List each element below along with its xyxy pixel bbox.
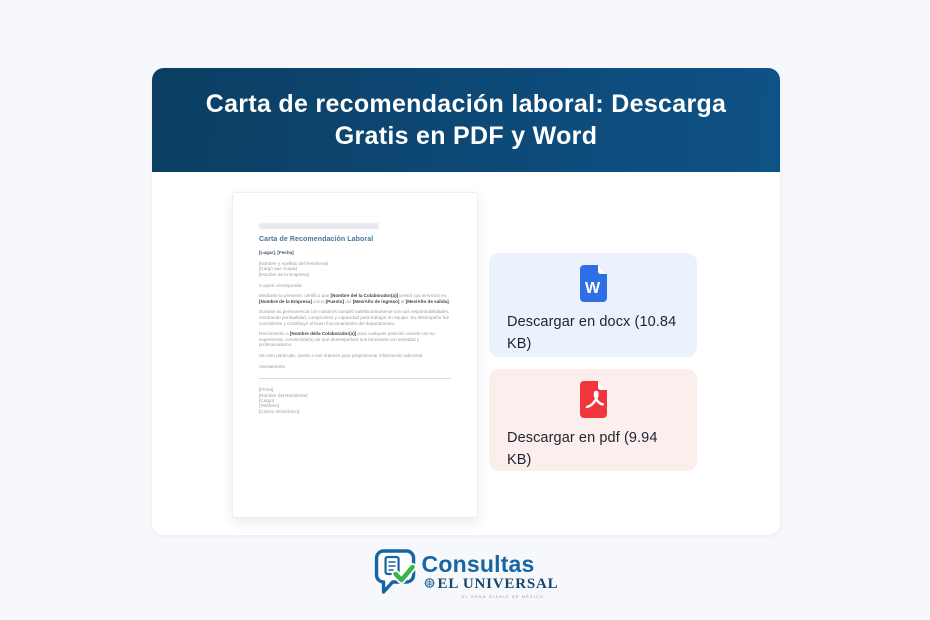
letter-title: Carta de Recomendación Laboral	[259, 236, 374, 243]
letter-body: Mediante la presente, certifico que [Nombre del la Colaborador(a)] prestó sus servicios en [Nombre de la Empresa] como [Puesto] del [Mes/Año de ingreso] al [Mes/Año de salida]. Durante su permanencia con nosotros cumplió satisfactoriamente con sus responsabilidades, mostrando puntualidad, compromiso y capacidad para trabajar en equipo. Su desempeño fue consistente y contribuyó al buen funcionamiento del departamento. Recomiendo a [Nombre del/a Colaborador(a)] para cualquier posición acorde con su experiencia, convencido(a) de que desempeñará sus funciones con seriedad y profesionalismo. Sin otro particular, quedo a sus órdenes para proporcionar información adicional. Atentamente,	[259, 293, 450, 369]
page-title: Carta de recomendación laboral: Descarga Gratis en PDF y Word	[205, 90, 727, 150]
consultas-el-universal-logo	[372, 547, 559, 604]
svg-text:W: W	[584, 280, 600, 297]
publication-tagline: EL GRAN DIARIO DE MÉXICO	[461, 594, 545, 599]
download-docx-card[interactable]	[489, 253, 697, 357]
document-preview	[232, 192, 478, 518]
brand-name: Consultas	[421, 550, 535, 577]
speech-bubble-check-icon	[372, 547, 419, 604]
header-banner	[152, 68, 780, 172]
letter-signature-block: [Firma] [Nombre del Remitente] [Cargo] [Teléfono] [Correo electrónico]	[259, 387, 308, 414]
download-pdf-card[interactable]	[489, 369, 697, 471]
logo-text-block	[421, 550, 559, 599]
download-pdf-label: Descargar en pdf (9.94 KB)	[507, 430, 658, 468]
signature-divider	[259, 378, 451, 379]
el-universal-emblem-icon	[424, 576, 436, 594]
letter-sender-block: [Nombre y Apellido del Remitente] [Cargo que ocupa] [Nombre de la Empresa]	[259, 261, 329, 277]
download-docx-label: Descargar en docx (10.84 KB)	[507, 314, 677, 352]
pdf-file-icon	[489, 369, 697, 418]
publication-name: EL UNIVERSAL	[437, 575, 559, 592]
letter-date-line: [Lugar], [Fecha]	[259, 250, 294, 255]
word-file-icon	[489, 253, 697, 302]
letterhead-placeholder	[259, 223, 379, 229]
main-card	[152, 68, 780, 535]
letter-salutation: A quien corresponda:	[259, 283, 303, 289]
